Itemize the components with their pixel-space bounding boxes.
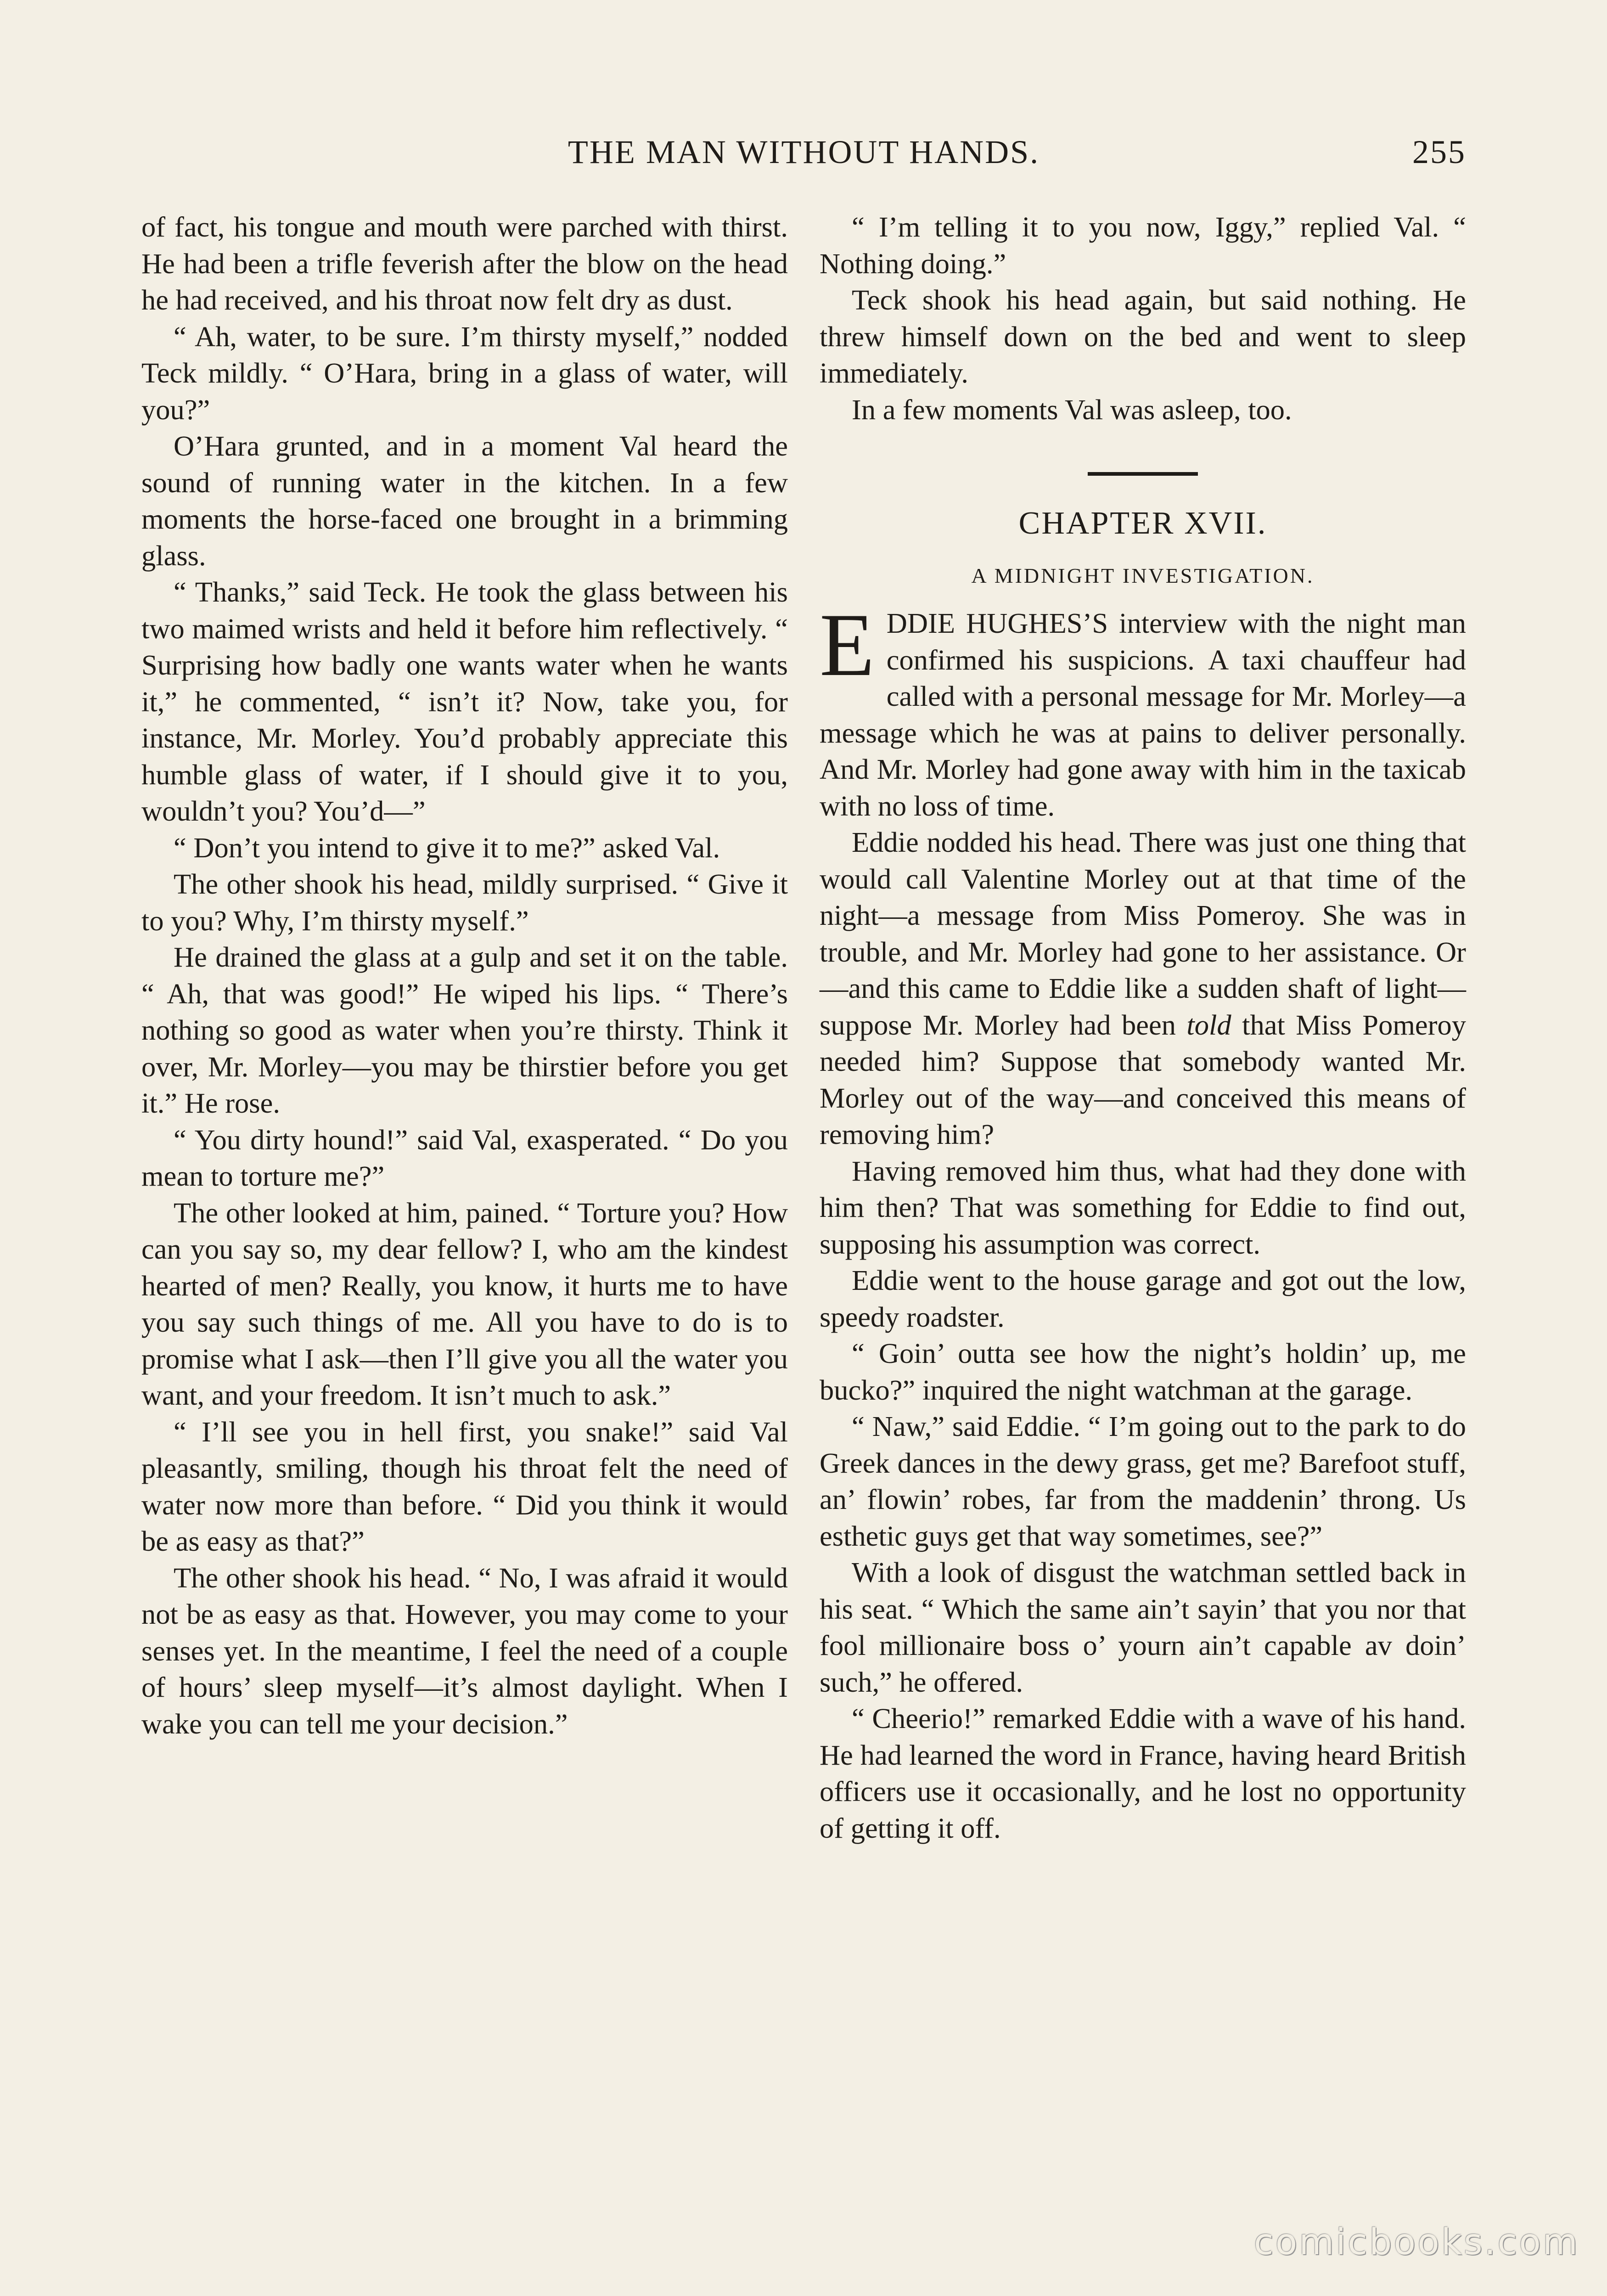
paragraph: “ Cheerio!” remarked Eddie with a wave of his hand. He had learned the word in France, having heard British officers use it occasionally, and he lost no opportunity of getting it off. [820, 1702, 1466, 1844]
paragraph: O’Hara grunted, and in a moment Val heard the sound of running water in the kitchen. In a few moments the horse-faced one brought in a brimming glass. [141, 430, 788, 572]
paragraph: “ Naw,” said Eddie. “ I’m going out to the park to do Greek dances in the dewy grass, get me? Barefoot stuff, an’ flowin’ robes, far from the maddenin’ throng. Us esthetic guys get that way sometimes, see?” [820, 1410, 1466, 1552]
paragraph-text: Eddie nodded his head. There was just one thing that would call Valentine Morley out at that time of the night—a message from Miss Pomeroy. She was in trouble, and Mr. Morley had gone to her assistance. Or—and this came to Eddie like a sudden shaft of light—suppose Mr. Morley had been [820, 826, 1466, 1041]
paragraph: “ I’ll see you in hell first, you snake!” said Val pleasantly, smiling, though his throat felt the need of water now more than before. “ Did you think it would be as easy as that?” [141, 1415, 788, 1557]
opening-text: DDIE HUGHES’S interview with the night man confirmed his suspicions. A taxi chauffeur had called with a personal message for Mr. Morley—a message which he was at pains to deliver personally. And Mr. Morley had gone away with him in the taxicab with no loss of time. [820, 607, 1466, 822]
drop-cap: E [820, 595, 875, 695]
right-column [820, 209, 1466, 1846]
chapter-title: CHAPTER XVII. [1018, 506, 1267, 541]
section-divider [1088, 472, 1198, 476]
paragraph: “ Thanks,” said Teck. He took the glass between his two maimed wrists and held it before him reflectively. “ Surprising how badly one wants water when he wants it,” he commented, “ isn’t it? Now, take you, for instance, Mr. Morley. You’d probably appreciate this humble glass of water, if I should give it to you, wouldn’t you? You’d—” [141, 576, 788, 827]
paragraph: In a few moments Val was asleep, too. [852, 393, 1292, 426]
page-number: 255 [1412, 134, 1466, 170]
paragraph: “ I’m telling it to you now, Iggy,” replied Val. “ Nothing doing.” [820, 211, 1466, 280]
paragraph: He drained the glass at a gulp and set it on the table. “ Ah, that was good!” He wiped his lips. “ There’s nothing so good as water when you’re thirsty. Think it over, Mr. Morley—you may be thirstier before you get it.” He rose. [141, 941, 788, 1119]
paragraph: The other shook his head. “ No, I was afraid it would not be as easy as that. However, you may come to your senses yet. In the meantime, I feel the need of a couple of hours’ sleep myself—it’s almost daylight. When I wake you can tell me your decision.” [141, 1561, 788, 1740]
emphasis-text: told [1186, 1008, 1231, 1041]
left-column [141, 209, 788, 1742]
paragraph: Eddie went to the house garage and got out the low, speedy roadster. [820, 1264, 1466, 1333]
paragraph: “ Ah, water, to be sure. I’m thirsty myself,” nodded Teck mildly. “ O’Hara, bring in a glass of water, will you?” [141, 320, 788, 426]
paragraph: The other shook his head, mildly surprised. “ Give it to you? Why, I’m thirsty myself.” [141, 868, 788, 937]
paragraph: of fact, his tongue and mouth were parched with thirst. He had been a trifle feverish after the blow on the head he had received, and his throat now felt dry as dust. [141, 211, 788, 316]
chapter-opening-paragraph [820, 595, 1466, 824]
paragraph: “ Don’t you intend to give it to me?” asked Val. [174, 831, 720, 864]
paragraph: Teck shook his head again, but said nothing. He threw himself down on the bed and went to sleep immediately. [820, 284, 1466, 389]
chapter-subtitle: A MIDNIGHT INVESTIGATION. [971, 564, 1315, 587]
paragraph: “ Goin’ outta see how the night’s holdin’ up, me bucko?” inquired the night watchman at the garage. [820, 1337, 1466, 1406]
paragraph: Having removed him thus, what had they done with him then? That was something for Eddie to find out, supposing his assumption was correct. [820, 1154, 1466, 1260]
paragraph: With a look of disgust the watchman settled back in his seat. “ Which the same ain’t sayin’ that you nor that fool millionaire boss o’ yourn ain’t capable av doin’ such,” he offered. [820, 1556, 1466, 1698]
running-head [141, 133, 1466, 184]
paragraph: The other looked at him, pained. “ Torture you? How can you say so, my dear fellow? I, who am the kindest hearted of men? Really, you know, it hurts me to have you say such things of me. All you have to do is to promise what I ask—then I’ll give you all the water you want, and your freedom. It isn’t much to ask.” [141, 1196, 788, 1411]
running-title: THE MAN WITHOUT HANDS. [568, 134, 1040, 170]
paragraph: “ You dirty hound!” said Val, exasperated. “ Do you mean to torture me?” [141, 1123, 788, 1192]
paragraph [820, 824, 1466, 1153]
paragraph-text: that Miss Pomeroy needed him? Suppose that somebody wanted Mr. Morley out of the way—and conceived this means of removing him? [820, 1008, 1466, 1150]
site-watermark: comicbooks.com [1253, 2222, 1579, 2263]
